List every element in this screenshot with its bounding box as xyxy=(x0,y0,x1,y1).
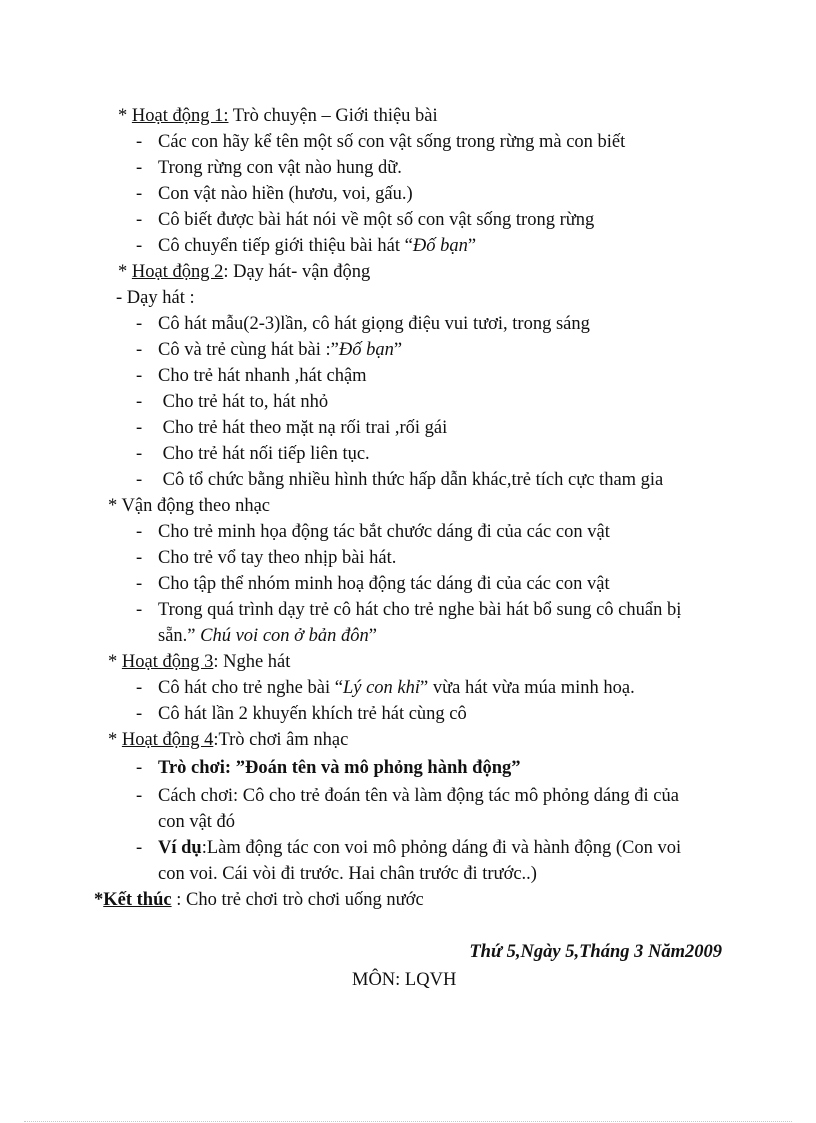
list-item: - Cho trẻ hát nối tiếp liên tục. xyxy=(136,444,370,464)
item-text: Trong rừng con vật nào hung dữ. xyxy=(158,158,402,178)
item-text: Cho trẻ vổ tay theo nhịp bài hát. xyxy=(158,548,397,568)
item-text: Cô và trẻ cùng hát bài :” xyxy=(158,340,339,360)
list-item: - Cho trẻ hát nhanh ,hát chậm xyxy=(136,366,367,386)
list-item: - Cô hát cho trẻ nghe bài “Lý con khỉ” vừa hát vừa múa minh hoạ. xyxy=(136,678,635,698)
activity-2-title: : Dạy hát- vận động xyxy=(223,262,371,282)
item-text: Cách chơi: Cô cho trẻ đoán tên và làm động tác mô phỏng dáng đi của xyxy=(158,786,679,806)
item-text: Cô hát mẫu(2-3)lần, cô hát giọng điệu vui tươi, trong sáng xyxy=(158,314,590,334)
item-text: Các con hãy kể tên một số con vật sống trong rừng mà con biết xyxy=(158,132,626,152)
list-item-continuation xyxy=(158,862,537,886)
item-text: Cô tổ chức bằng nhiều hình thức hấp dẫn khác,trẻ tích cực tham gia xyxy=(158,470,664,490)
activity-1-title: Trò chuyện – Giới thiệu bài xyxy=(228,106,438,126)
item-text: Cho tập thể nhóm minh hoạ động tác dáng đi của các con vật xyxy=(158,574,610,594)
list-item: - Cô và trẻ cùng hát bài :”Đố bạn” xyxy=(136,340,403,360)
section-label xyxy=(116,286,195,310)
page-divider xyxy=(24,1121,792,1122)
list-item: - Cho trẻ minh họa động tác bắt chước dáng đi của các con vật xyxy=(136,522,610,542)
item-text: sẵn.” xyxy=(158,626,201,646)
item-text: Trong quá trình dạy trẻ cô hát cho trẻ nghe bài hát bổ sung cô chuẩn bị xyxy=(158,600,682,620)
closing-label: Kết thúc xyxy=(103,890,172,910)
list-item: - Con vật nào hiền (hươu, voi, gấu.) xyxy=(136,184,413,204)
activity-1-heading xyxy=(118,104,438,128)
list-item: - Cho trẻ hát theo mặt nạ rối trai ,rối gái xyxy=(136,418,448,438)
quote-close: ” xyxy=(393,340,403,360)
item-text: Cho trẻ hát to, hát nhỏ xyxy=(158,392,329,412)
list-item: - Cách chơi: Cô cho trẻ đoán tên và làm động tác mô phỏng dáng đi của xyxy=(136,786,679,806)
activity-4-title: :Trò chơi âm nhạc xyxy=(213,730,349,750)
list-item: - Trò chơi: ”Đoán tên và mô phỏng hành động” xyxy=(136,758,521,778)
activity-2-heading xyxy=(118,260,370,284)
activity-2-label: Hoạt động 2 xyxy=(131,262,224,282)
list-item: - Cô hát lần 2 khuyến khích trẻ hát cùng cô xyxy=(136,704,467,724)
activity-3-label: Hoạt động 3 xyxy=(121,652,214,672)
game-name: Trò chơi: ”Đoán tên và mô phỏng hành động” xyxy=(158,758,521,778)
item-text: Con vật nào hiền (hươu, voi, gấu.) xyxy=(158,184,413,204)
activity-4-label: Hoạt động 4 xyxy=(121,730,214,750)
list-item: - Trong quá trình dạy trẻ cô hát cho trẻ nghe bài hát bổ sung cô chuẩn bị xyxy=(136,600,682,620)
subject-title: MÔN: LQVH xyxy=(352,970,457,990)
quote-close: ” xyxy=(368,626,377,646)
song-title: Chú voi con ở bản đôn xyxy=(200,626,369,646)
closing-text: : Cho trẻ chơi trò chơi uống nước xyxy=(171,890,424,910)
list-item: - Ví dụ:Làm động tác con voi mô phỏng dáng đi và hành động (Con voi xyxy=(136,838,682,858)
item-text: Cô hát cho trẻ nghe bài “ xyxy=(158,678,343,698)
list-item-continuation xyxy=(158,810,235,834)
closing-line xyxy=(94,888,424,912)
heading-star: * xyxy=(118,106,132,126)
item-text: Cô biết được bài hát nói về một số con vật sống trong rừng xyxy=(158,210,595,230)
movement-title: * Vận động theo nhạc xyxy=(108,496,271,516)
list-item: - Cho trẻ vổ tay theo nhịp bài hát. xyxy=(136,548,397,568)
lesson-date: Thứ 5,Ngày 5,Tháng 3 Năm2009 xyxy=(469,942,722,962)
activity-3-title: : Nghe hát xyxy=(213,652,291,672)
activity-4-heading xyxy=(108,728,348,752)
list-item: - Cho trẻ hát to, hát nhỏ xyxy=(136,392,329,412)
song-title: Đố bạn xyxy=(338,340,394,360)
item-text: :Làm động tác con voi mô phỏng dáng đi và hành động (Con voi xyxy=(201,838,682,858)
activity-3-heading xyxy=(108,650,290,674)
list-item: - Cô hát mẫu(2-3)lần, cô hát giọng điệu vui tươi, trong sáng xyxy=(136,314,590,334)
movement-heading xyxy=(108,494,270,518)
heading-star: * xyxy=(108,730,122,750)
item-text: ” vừa hát vừa múa minh hoạ. xyxy=(420,678,635,698)
item-text: con voi. Cái vòi đi trước. Hai chân trước đi trước..) xyxy=(158,864,537,884)
activity-1-label: Hoạt động 1: xyxy=(131,106,229,126)
list-item: - Cô chuyển tiếp giới thiệu bài hát “Đố bạn” xyxy=(136,236,477,256)
song-title: Lý con khỉ xyxy=(342,678,420,698)
item-text: Cô hát lần 2 khuyến khích trẻ hát cùng cô xyxy=(158,704,467,724)
list-item: - Cô tổ chức bằng nhiều hình thức hấp dẫn khác,trẻ tích cực tham gia xyxy=(136,470,664,490)
heading-star: * xyxy=(108,652,122,672)
item-text: Cho trẻ hát nối tiếp liên tục. xyxy=(158,444,370,464)
song-title: Đố bạn xyxy=(412,236,468,256)
day-hat-label: - Dạy hát : xyxy=(116,288,195,308)
heading-star: * xyxy=(94,890,104,910)
list-item: - Các con hãy kể tên một số con vật sống trong rừng mà con biết xyxy=(136,132,626,152)
list-item: - Trong rừng con vật nào hung dữ. xyxy=(136,158,402,178)
item-text: Cô chuyển tiếp giới thiệu bài hát “ xyxy=(158,236,413,256)
item-text: con vật đó xyxy=(158,812,236,832)
heading-star: * xyxy=(118,262,132,282)
example-label: Ví dụ xyxy=(158,838,202,858)
item-text: Cho trẻ hát nhanh ,hát chậm xyxy=(158,366,367,386)
item-text: Cho trẻ minh họa động tác bắt chước dáng đi của các con vật xyxy=(158,522,610,542)
list-item: - Cho tập thể nhóm minh hoạ động tác dáng đi của các con vật xyxy=(136,574,610,594)
quote-close: ” xyxy=(467,236,477,256)
list-item: - Cô biết được bài hát nói về một số con vật sống trong rừng xyxy=(136,210,595,230)
list-item-continuation xyxy=(158,624,377,648)
item-text: Cho trẻ hát theo mặt nạ rối trai ,rối gái xyxy=(158,418,448,438)
